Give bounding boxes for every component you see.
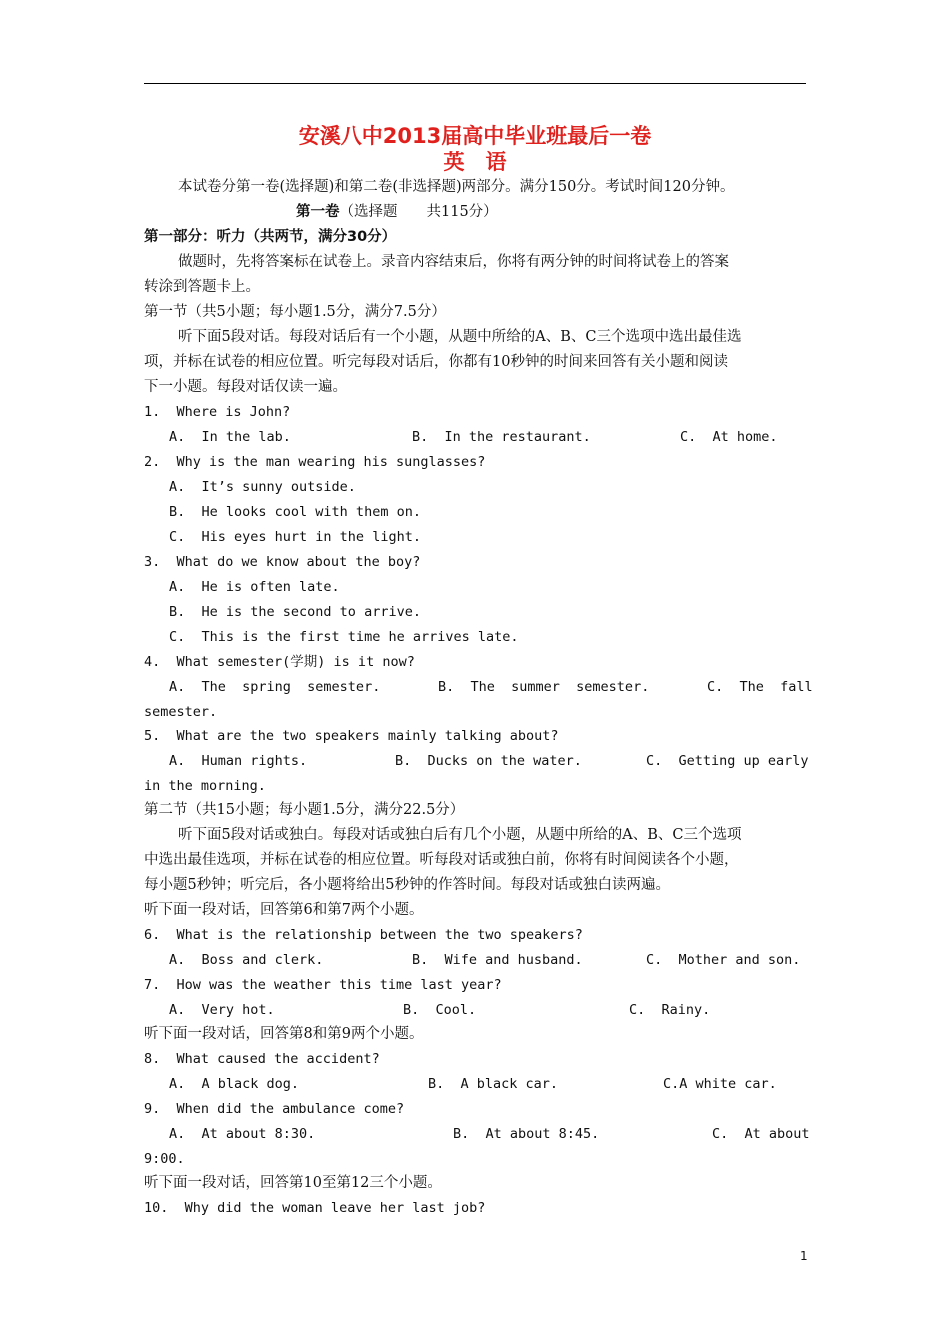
volume1-heading (296, 202, 498, 222)
option-c: C. Mother and son. (646, 952, 801, 968)
section1-heading: 第一节（共5小题；每小题1.5分，满分7.5分） (144, 304, 446, 320)
group-heading: 听下面一段对话，回答第6和第7两个小题。 (144, 902, 424, 918)
option-b: B. At about 8:45. (453, 1126, 600, 1142)
question-stem: 7. How was the weather this time last year? (144, 977, 502, 993)
group-heading: 听下面一段对话，回答第8和第9两个小题。 (144, 1026, 424, 1042)
part1-heading: 第一部分：听力（共两节，满分30分） (144, 229, 397, 245)
option-a: A. Human rights. (169, 753, 308, 769)
option-c: C. Rainy. (629, 1002, 711, 1018)
option-b: B. A black car. (428, 1076, 559, 1092)
section2-heading: 第二节（共15小题；每小题1.5分，满分22.5分） (144, 802, 465, 818)
option-a: A. It’s sunny outside. (169, 479, 356, 495)
exam-title: 安溪八中2013届高中毕业班最后一卷 (298, 124, 652, 148)
option-b: B. Wife and husband. (412, 952, 583, 968)
option-a: A. Very hot. (169, 1002, 275, 1018)
option-c: C. Getting up early (646, 753, 809, 769)
option-c: C. This is the first time he arrives late. (169, 629, 519, 645)
option-a: A. At about 8:30. (169, 1126, 316, 1142)
option-c: C. At home. (680, 429, 778, 445)
question-stem: 10. Why did the woman leave her last job? (144, 1200, 486, 1216)
page-number: 1 (800, 1249, 808, 1263)
option-b: B. He looks cool with them on. (169, 504, 421, 520)
option-a: A. The spring semester. (169, 679, 381, 695)
option-b: B. Ducks on the water. (395, 753, 582, 769)
section1-instructions-line: 下一小题。每段对话仅读一遍。 (144, 379, 347, 395)
section1-instructions-line: 项，并标在试卷的相应位置。听完每段对话后，你都有10秒钟的时间来回答有关小题和阅读 (144, 354, 728, 370)
section1-instructions-line: 听下面5段对话。每段对话后有一个小题，从题中所给的A、B、C三个选项中选出最佳选 (178, 329, 742, 345)
question-stem: 1. Where is John? (144, 404, 291, 420)
subject-title: 英 语 (443, 150, 507, 174)
option-c-wrap: in the morning. (144, 778, 266, 794)
option-c: C. His eyes hurt in the light. (169, 529, 421, 545)
option-c: C.A white car. (663, 1076, 777, 1092)
option-b: B. The summer semester. (438, 679, 650, 695)
question-stem: 5. What are the two speakers mainly talking about? (144, 728, 559, 744)
volume1-label: 第一卷 (296, 204, 340, 220)
option-b: B. Cool. (403, 1002, 477, 1018)
volume1-detail: （选择题 共115分） (339, 204, 498, 220)
section2-instructions-line: 听下面5段对话或独白。每段对话或独白后有几个小题，从题中所给的A、B、C三个选项 (178, 827, 742, 843)
intro-text: 本试卷分第一卷(选择题)和第二卷(非选择题)两部分。满分150分。考试时间120分钟。 (178, 179, 735, 195)
option-c-wrap: 9:00. (144, 1151, 185, 1167)
header-rule (144, 83, 806, 84)
question-stem: 4. What semester(学期) is it now? (144, 654, 415, 670)
section2-instructions-line: 每小题5秒钟；听完后，各小题将给出5秒钟的作答时间。每段对话或独白读两遍。 (144, 877, 670, 893)
option-a: A. A black dog. (169, 1076, 300, 1092)
question-stem: 3. What do we know about the boy? (144, 554, 421, 570)
instructions-line: 做题时，先将答案标在试卷上。录音内容结束后，你将有两分钟的时间将试卷上的答案 (178, 254, 729, 270)
option-b: B. He is the second to arrive. (169, 604, 421, 620)
group-heading: 听下面一段对话，回答第10至第12三个小题。 (144, 1175, 442, 1191)
question-stem: 2. Why is the man wearing his sunglasses? (144, 454, 486, 470)
section2-instructions-line: 中选出最佳选项，并标在试卷的相应位置。听每段对话或独白前，你将有时间阅读各个小题， (144, 852, 739, 868)
option-a: A. He is often late. (169, 579, 340, 595)
option-a: A. In the lab. (169, 429, 291, 445)
option-c-wrap: semester. (144, 704, 218, 720)
instructions-line: 转涂到答题卡上。 (144, 279, 260, 295)
option-c: C. At about (712, 1126, 810, 1142)
question-stem: 6. What is the relationship between the two speakers? (144, 927, 583, 943)
option-b: B. In the restaurant. (412, 429, 591, 445)
option-c: C. The fall (707, 679, 813, 695)
option-a: A. Boss and clerk. (169, 952, 324, 968)
question-stem: 8. What caused the accident? (144, 1051, 380, 1067)
question-stem: 9. When did the ambulance come? (144, 1101, 405, 1117)
